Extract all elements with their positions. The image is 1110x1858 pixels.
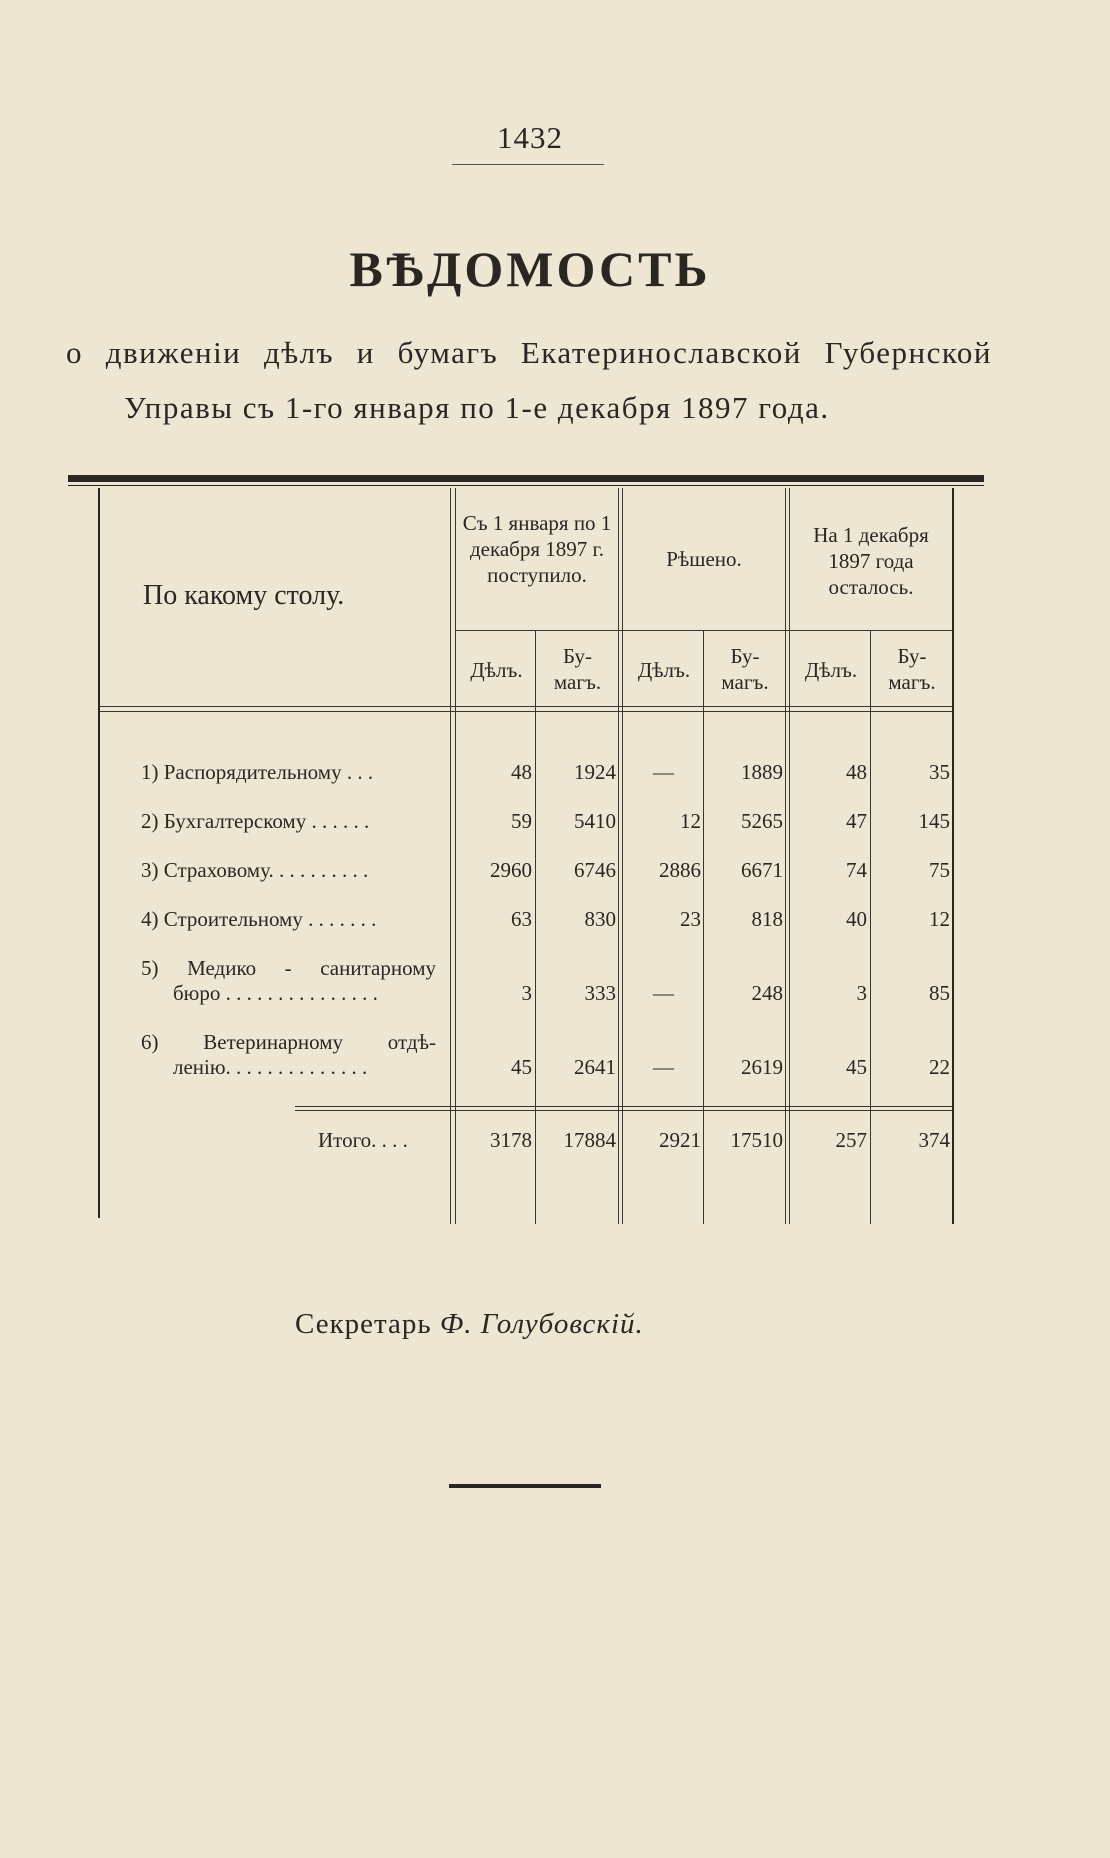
signature [295, 1308, 644, 1341]
total-label: Итого. . . . [318, 1128, 408, 1152]
end-rule [449, 1484, 601, 1488]
cell-remaining-cases: 47 [846, 809, 867, 833]
cell-resolved-cases: 23 [680, 907, 701, 931]
total-resolved-papers: 17510 [730, 1128, 783, 1152]
subtitle-line-2: Управы съ 1-го января по 1-е декабря 1897 года. [124, 390, 830, 425]
total-remaining-cases: 257 [835, 1128, 867, 1152]
header-bottom-rule [100, 706, 952, 707]
cell-received-papers: 333 [584, 981, 616, 1005]
col-divider [622, 488, 623, 1224]
total-resolved-cases: 2921 [659, 1128, 701, 1152]
header-table-column: По какому столу. [143, 580, 345, 611]
cell-resolved-papers: 5265 [741, 809, 783, 833]
cell-remaining-cases: 48 [846, 760, 867, 784]
total-rule [295, 1110, 952, 1111]
header-remaining: На 1 декабря 1897 года осталось. [813, 523, 929, 599]
total-received-cases: 3178 [490, 1128, 532, 1152]
page-number-rule [452, 164, 604, 165]
total-remaining-papers: 374 [918, 1128, 950, 1152]
cell-resolved-papers: 1889 [741, 760, 783, 784]
subheader-cases: Дѣлъ. [804, 658, 858, 682]
col-divider [535, 630, 536, 1224]
cell-resolved-cases: — [653, 1055, 674, 1079]
subheader-papers: Бу- магъ. [553, 644, 602, 694]
cell-remaining-papers: 12 [929, 907, 950, 931]
subheader-cases: Дѣлъ. [470, 658, 523, 682]
total-rule [295, 1106, 952, 1107]
document-title: ВѢДОМОСТЬ [349, 241, 711, 297]
cell-remaining-papers: 75 [929, 858, 950, 882]
header-received: Съ 1 января по 1 декабря 1897 г. поступило. [462, 511, 612, 587]
table-top-thin-rule [68, 485, 984, 486]
cell-received-papers: 830 [584, 907, 616, 931]
table-right-border [952, 488, 954, 1224]
col-divider [450, 488, 451, 1224]
subheader-papers: Бу- магъ. [721, 644, 769, 694]
cell-remaining-cases: 3 [856, 981, 867, 1005]
cell-received-cases: 48 [511, 760, 532, 784]
subtitle-line-1: о движенiи дѣлъ и бумагъ Екатеринославской Губернской [66, 335, 992, 370]
cell-received-papers: 1924 [574, 760, 616, 784]
row-label: 6) Ветеринарному отдѣ- ленiю. . . . . . . . . . . . . . [141, 1030, 436, 1079]
table-left-border [98, 488, 100, 1218]
cell-received-cases: 2960 [490, 858, 532, 882]
signature-name: Ф. Голубовскiй. [439, 1308, 644, 1340]
cell-resolved-papers: 248 [751, 981, 783, 1005]
cell-resolved-papers: 6671 [741, 858, 783, 882]
cell-resolved-cases: — [653, 981, 674, 1005]
col-divider [785, 488, 786, 1224]
cell-resolved-cases: — [653, 760, 674, 784]
cell-received-cases: 59 [511, 809, 532, 833]
row-label: 1) Распорядительному . . . [141, 760, 374, 784]
cell-received-cases: 45 [511, 1055, 532, 1079]
col-divider [789, 488, 790, 1224]
cell-remaining-papers: 85 [929, 981, 950, 1005]
table-top-thick-rule [68, 475, 984, 482]
cell-resolved-papers: 2619 [741, 1055, 783, 1079]
col-divider [870, 630, 871, 1224]
cell-remaining-cases: 40 [846, 907, 867, 931]
total-received-papers: 17884 [563, 1128, 616, 1152]
cell-resolved-cases: 2886 [659, 858, 701, 882]
cell-remaining-cases: 45 [846, 1055, 867, 1079]
cell-received-papers: 5410 [574, 809, 616, 833]
cell-received-papers: 2641 [574, 1055, 616, 1079]
cell-remaining-papers: 22 [929, 1055, 950, 1079]
row-label: 5) Медико - санитарному бюро . . . . . . . . . . . . . . . [141, 956, 436, 1005]
col-divider [455, 488, 456, 1224]
cell-received-cases: 3 [521, 981, 532, 1005]
subheader-papers: Бу- магъ. [888, 644, 936, 694]
cell-remaining-cases: 74 [846, 858, 867, 882]
cell-received-cases: 63 [511, 907, 532, 931]
row-label: 3) Страховому. . . . . . . . . . [141, 858, 369, 882]
page-number: 1432 [497, 120, 563, 155]
cell-resolved-cases: 12 [680, 809, 701, 833]
cell-received-papers: 6746 [574, 858, 616, 882]
cell-remaining-papers: 35 [929, 760, 950, 784]
row-label: 4) Строительному . . . . . . . [141, 907, 377, 931]
row-label: 2) Бухгалтерскому . . . . . . [141, 809, 370, 833]
subheader-cases: Дѣлъ. [637, 658, 691, 682]
col-divider [618, 488, 619, 1224]
header-bottom-rule [100, 711, 952, 712]
col-divider [703, 630, 704, 1224]
cell-remaining-papers: 145 [918, 809, 950, 833]
header-subrule [455, 630, 952, 631]
signature-role: Секретарь [295, 1308, 432, 1340]
cell-resolved-papers: 818 [751, 907, 783, 931]
header-resolved: Рѣшено. [666, 547, 742, 571]
